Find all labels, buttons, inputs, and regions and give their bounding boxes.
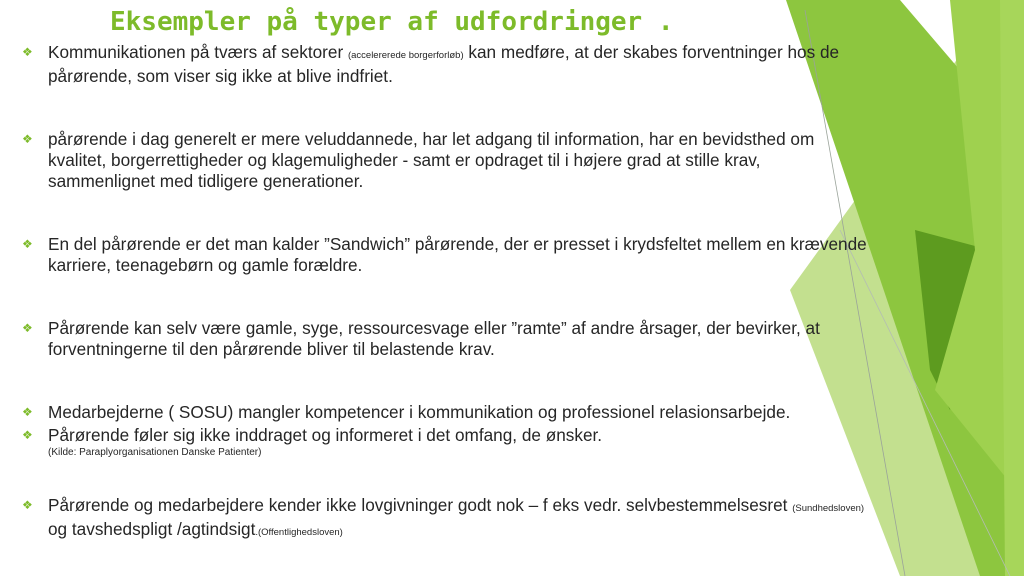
bullet-item-not-involved (22, 425, 872, 459)
bullet-text: En del pårørende er det man kalder ”Sandwich” pårørende, der er presset i krydsfeltet mellem en krævende karriere, teenagebørn og gamle forældre. (48, 234, 867, 275)
page-title: Eksempler på typer af udfordringer . (110, 7, 674, 37)
diamond-bullet-icon: ❖ (22, 498, 33, 512)
bullet-item-sector-communication (22, 42, 872, 87)
bullet-item-educated-relatives (22, 129, 872, 192)
law-reference: .(Offentlighedsloven) (255, 527, 343, 538)
bullet-list (22, 42, 872, 543)
diamond-bullet-icon: ❖ (22, 405, 33, 419)
bullet-text: Medarbejderne ( SOSU) mangler kompetencer i kommunikation og professionel relasionsarbejde. (48, 402, 791, 422)
bullet-text-continued: kan medføre, at der skabes forventninger hos de pårørende, som viser sig ikke at blive indfriet. (48, 42, 840, 86)
diamond-bullet-icon: ❖ (22, 428, 33, 442)
bullet-item-vulnerable-relatives (22, 318, 872, 360)
bullet-text: Pårørende føler sig ikke inddraget og informeret i det omfang, de ønsker. (48, 425, 603, 445)
diamond-bullet-icon: ❖ (22, 237, 33, 251)
bullet-item-sandwich-relatives (22, 234, 872, 276)
diamond-bullet-icon: ❖ (22, 45, 33, 59)
bullet-text: Pårørende kan selv være gamle, syge, ressourcesvage eller ”ramte” af andre årsager, der bevirker, at forventningerne til den pårørende bliver til belastende krav. (48, 318, 820, 359)
source-citation: (Kilde: Paraplyorganisationen Danske Patienter) (48, 447, 262, 458)
diamond-bullet-icon: ❖ (22, 321, 33, 335)
bullet-item-staff-competencies (22, 402, 872, 423)
bullet-text: Pårørende og medarbejdere kender ikke lovgivninger godt nok – f eks vedr. selvbestemmelsesret (48, 495, 793, 515)
bullet-text: pårørende i dag generelt er mere veluddannede, har let adgang til information, har en bevidsthed om kvalitet, borgerrettigheder og klagemuligheder - samt er opdraget til i højere grad at stille krav, sammenlignet med tidligere generationer. (48, 129, 815, 191)
bullet-item-legislation (22, 495, 872, 543)
diamond-bullet-icon: ❖ (22, 132, 33, 146)
bullet-note: (accelererede borgerforløb) (347, 50, 464, 61)
bullet-text-continued: og tavshedspligt /agtindsigt (48, 519, 256, 539)
bullet-text: Kommunikationen på tværs af sektorer (48, 42, 348, 62)
law-reference: (Sundhedsloven) (792, 503, 865, 514)
